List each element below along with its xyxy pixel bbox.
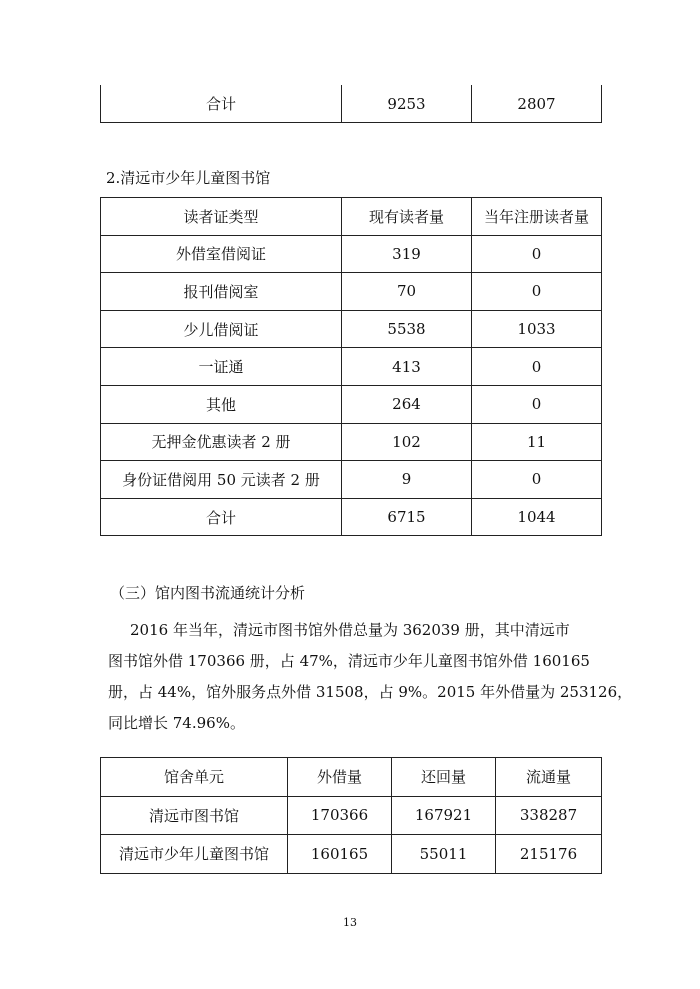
- table-cell: 报刊借阅室: [101, 273, 342, 311]
- table-row: [101, 273, 602, 311]
- column-header: 馆舍单元: [101, 758, 288, 797]
- table-cell: 外借室借阅证: [101, 235, 342, 273]
- table-row: [101, 310, 602, 348]
- table-row: [101, 835, 602, 874]
- table-cell: 5538: [342, 310, 472, 348]
- section-title: （三）馆内图书流通统计分析: [110, 584, 306, 602]
- table-cell: 清远市少年儿童图书馆: [101, 835, 288, 874]
- body-paragraph: [108, 615, 633, 739]
- table-cell: 55011: [392, 835, 496, 874]
- table-header-row: [101, 198, 602, 236]
- table-cell: 1033: [472, 310, 602, 348]
- table-header-row: [101, 758, 602, 797]
- table-row: [101, 348, 602, 386]
- paragraph-line: 2016 年当年，清远市图书馆外借总量为 362039 册，其中清远市: [130, 621, 570, 639]
- table-cell: 0: [472, 348, 602, 386]
- table-cell: 合计: [101, 85, 342, 123]
- reader-summary-table-continued: [100, 85, 602, 123]
- table-cell: 一证通: [101, 348, 342, 386]
- table-cell: 0: [472, 235, 602, 273]
- table-cell: 9253: [342, 85, 472, 123]
- subsection-heading: 2.清远市少年儿童图书馆: [106, 169, 271, 187]
- table-cell: 0: [472, 461, 602, 499]
- table-cell: 264: [342, 385, 472, 423]
- column-header: 读者证类型: [101, 198, 342, 236]
- table-cell: 413: [342, 348, 472, 386]
- table-row: [101, 385, 602, 423]
- table-cell: 2807: [472, 85, 602, 123]
- table-cell: 102: [342, 423, 472, 461]
- table-cell: 215176: [496, 835, 602, 874]
- table-cell: 身份证借阅用 50 元读者 2 册: [101, 461, 342, 499]
- table-row: [101, 85, 602, 123]
- paragraph-line: 图书馆外借 170366 册，占 47%，清远市少年儿童图书馆外借 160165: [108, 652, 590, 670]
- table-cell: 1044: [472, 498, 602, 536]
- column-header: 还回量: [392, 758, 496, 797]
- circulation-table: [100, 757, 602, 874]
- table-cell: 160165: [288, 835, 392, 874]
- paragraph-line: 同比增长 74.96%。: [108, 714, 245, 732]
- table-cell: 70: [342, 273, 472, 311]
- table-row: [101, 423, 602, 461]
- table-cell: 无押金优惠读者 2 册: [101, 423, 342, 461]
- column-header: 流通量: [496, 758, 602, 797]
- column-header: 外借量: [288, 758, 392, 797]
- table-row: [101, 235, 602, 273]
- table-cell: 0: [472, 273, 602, 311]
- children-library-reader-table: [100, 197, 602, 536]
- table-cell: 9: [342, 461, 472, 499]
- table-cell: 清远市图书馆: [101, 796, 288, 835]
- table-cell: 338287: [496, 796, 602, 835]
- table-cell: 合计: [101, 498, 342, 536]
- table-cell: 6715: [342, 498, 472, 536]
- table-cell: 167921: [392, 796, 496, 835]
- table-cell: 0: [472, 385, 602, 423]
- table-cell: 170366: [288, 796, 392, 835]
- table-row: [101, 796, 602, 835]
- table-cell: 少儿借阅证: [101, 310, 342, 348]
- table-row: [101, 498, 602, 536]
- column-header: 当年注册读者量: [472, 198, 602, 236]
- table-cell: 11: [472, 423, 602, 461]
- table-cell: 319: [342, 235, 472, 273]
- paragraph-line: 册，占 44%，馆外服务点外借 31508，占 9%。2015 年外借量为 253126，: [108, 683, 633, 701]
- page-number: 13: [343, 916, 357, 929]
- table-cell: 其他: [101, 385, 342, 423]
- column-header: 现有读者量: [342, 198, 472, 236]
- table-row: [101, 461, 602, 499]
